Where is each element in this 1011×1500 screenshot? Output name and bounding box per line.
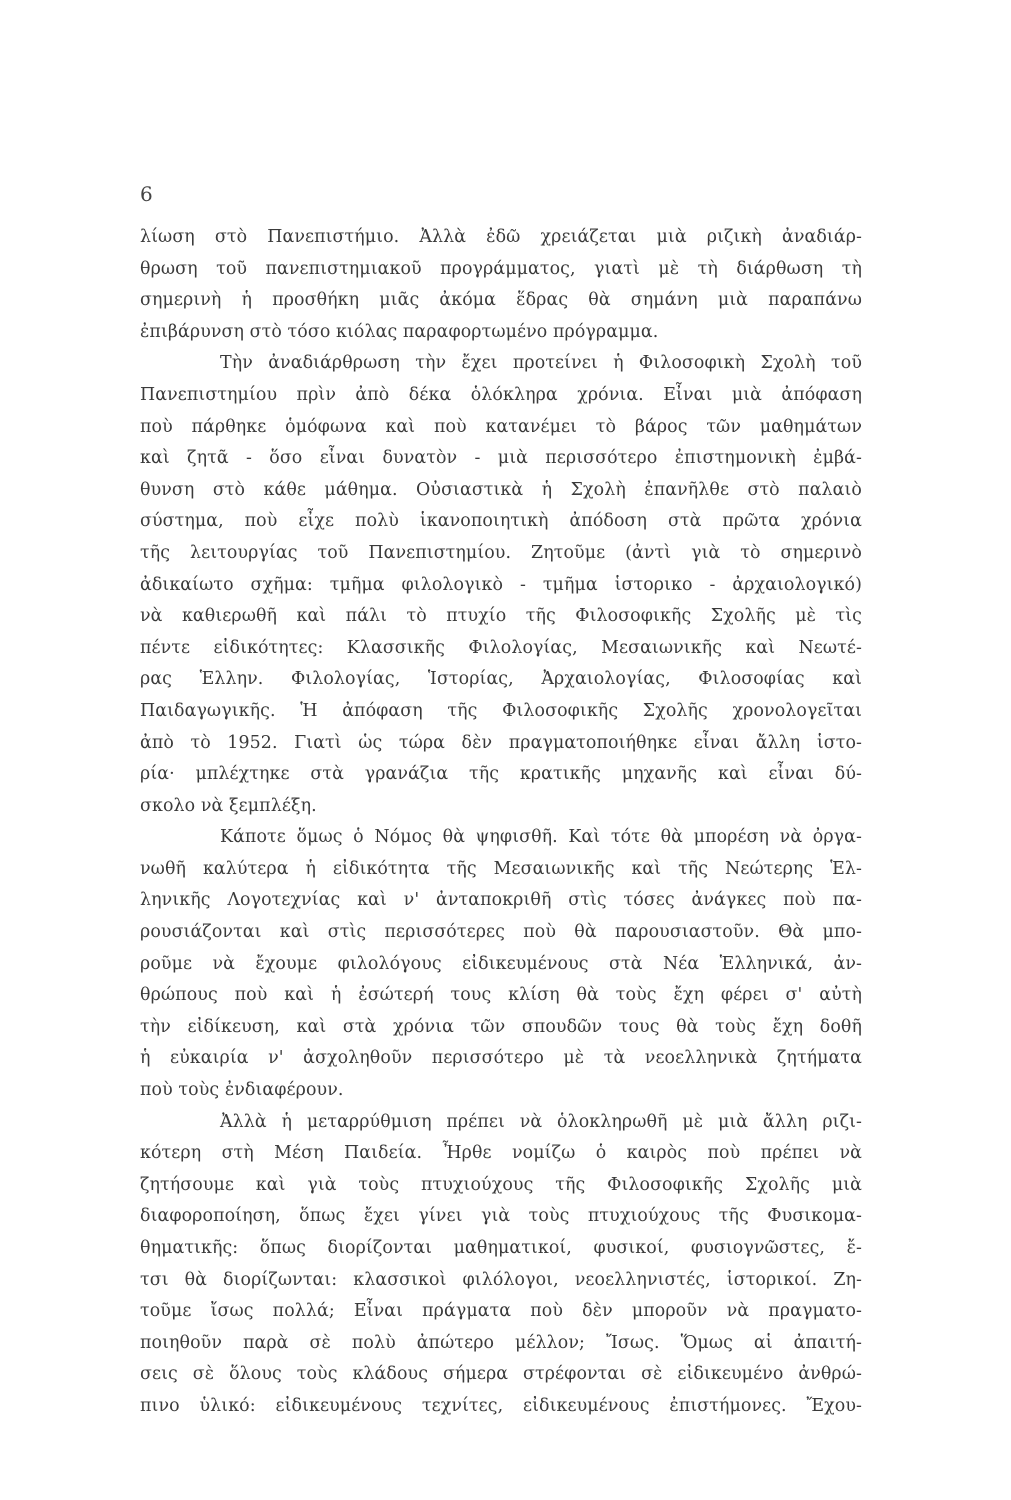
text-line: διαφοροποίηση, ὅπως ἔχει γίνει γιὰ τοὺς πτυχιούχους τῆς Φυσικομα-	[140, 1206, 862, 1227]
text-line: ἀδικαίωτο σχῆμα: τμῆμα φιλολογικὸ - τμῆμα ἱστορικο - ἀρχαιολογικό)	[140, 574, 862, 595]
text-line: ρία· μπλέχτηκε στὰ γρανάζια τῆς κρατικῆς μηχανῆς καὶ εἶναι δύ-	[140, 764, 862, 785]
text-line: σύστημα, ποὺ εἶχε πολὺ ἱκανοποιητικὴ ἀπόδοση στὰ πρῶτα χρόνια	[140, 511, 862, 532]
text-line: ρας Ἑλλην. Φιλολογίας, Ἱστορίας, Ἀρχαιολογίας, Φιλοσοφίας καὶ	[140, 669, 862, 690]
text-line: θηματικῆς: ὅπως διορίζονται μαθηματικοί, φυσικοί, φυσιογνῶστες, ἔ-	[140, 1238, 862, 1258]
text-line: νὰ καθιερωθῆ καὶ πάλι τὸ πτυχίο τῆς Φιλοσοφικῆς Σχολῆς μὲ τὶς	[140, 606, 862, 627]
text-line: νωθῆ καλύτερα ἡ εἰδικότητα τῆς Μεσαιωνικῆς καὶ τῆς Νεώτερης Ἑλ-	[140, 858, 862, 879]
text-line-paragraph-start: Κάποτε ὅμως ὁ Νόμος θὰ ψηφισθῆ. Καὶ τότε θὰ μπορέση νὰ ὀργα-	[220, 827, 862, 848]
text-line: ρουσιάζονται καὶ στὶς περισσότερες ποὺ θὰ παρουσιαστοῦν. Θὰ μπο-	[140, 922, 862, 943]
text-line: τὴν εἰδίκευση, καὶ στὰ χρόνια τῶν σπουδῶν τους θὰ τοὺς ἔχη δοθῆ	[140, 1016, 862, 1037]
text-line-paragraph-start: Ἀλλὰ ἡ μεταρρύθμιση πρέπει νὰ ὁλοκληρωθῆ μὲ μιὰ ἄλλη ριζι-	[220, 1111, 862, 1132]
text-line: τσι θὰ διορίζωνται: κλασσικοὶ φιλόλογοι, νεοελληνιστές, ἱστορικοί. Ζη-	[140, 1269, 862, 1290]
text-line: ποιηθοῦν παρὰ σὲ πολὺ ἀπώτερο μέλλον; Ἴσως. Ὅμως αἱ ἀπαιτή-	[140, 1332, 862, 1353]
text-line: ποὺ τοὺς ἐνδιαφέρουν.	[140, 1080, 344, 1101]
text-line: καὶ ζητᾶ - ὅσο εἶναι δυνατὸν - μιὰ περισσότερο ἐπιστημονικὴ ἐμβά-	[140, 448, 862, 469]
text-line: θυνση στὸ κάθε μάθημα. Οὐσιαστικὰ ἡ Σχολὴ ἐπανῆλθε στὸ παλαιὸ	[140, 479, 862, 500]
text-line: Παιδαγωγικῆς. Ἡ ἀπόφαση τῆς Φιλοσοφικῆς Σχολῆς χρονολογεῖται	[140, 700, 862, 721]
text-line: λίωση στὸ Πανεπιστήμιο. Ἀλλὰ ἐδῶ χρειάζεται μιὰ ριζικὴ ἀναδιάρ-	[140, 227, 862, 247]
text-line: ἀπὸ τὸ 1952. Γιατὶ ὡς τώρα δὲν πραγματοποιήθηκε εἶναι ἄλλη ἱστο-	[140, 732, 862, 753]
text-line: ροῦμε νὰ ἔχουμε φιλολόγους εἰδικευμένους στὰ Νέα Ἑλληνικά, ἀν-	[140, 953, 862, 974]
text-line: τοῦμε ἴσως πολλά; Εἶναι πράγματα ποὺ δὲν μποροῦν νὰ πραγματο-	[140, 1301, 862, 1322]
text-line: θρώπους ποὺ καὶ ἡ ἐσώτερή τους κλίση θὰ τοὺς ἔχη φέρει σ' αὐτὴ	[140, 985, 862, 1006]
text-line: κότερη στὴ Μέση Παιδεία. Ἦρθε νομίζω ὁ καιρὸς ποὺ πρέπει νὰ	[140, 1143, 862, 1164]
text-line: πινο ὑλικό: εἰδικευμένους τεχνίτες, εἰδικευμένους ἐπιστήμονες. Ἔχου-	[140, 1395, 862, 1416]
text-line: σκολο νὰ ξεμπλέξη.	[140, 795, 317, 816]
body-text	[140, 222, 862, 1423]
text-line: ληνικῆς Λογοτεχνίας καὶ ν' ἀνταποκριθῆ στὶς τόσες ἀνάγκες ποὺ πα-	[140, 890, 862, 911]
text-line: σημερινὴ ἡ προσθήκη μιᾶς ἀκόμα ἕδρας θὰ σημάνη μιὰ παραπάνω	[140, 290, 862, 311]
text-line: σεις σὲ ὅλους τοὺς κλάδους σήμερα στρέφονται σὲ εἰδικευμένο ἀνθρώ-	[140, 1364, 862, 1385]
page-number: 6	[140, 182, 153, 206]
text-line: ἐπιβάρυνση στὸ τόσο κιόλας παραφορτωμένο πρόγραμμα.	[140, 321, 659, 342]
text-line: πέντε εἰδικότητες: Κλασσικῆς Φιλολογίας, Μεσαιωνικῆς καὶ Νεωτέ-	[140, 637, 862, 658]
text-line-paragraph-start: Τὴν ἀναδιάρθρωση τὴν ἔχει προτείνει ἡ Φιλοσοφικὴ Σχολὴ τοῦ	[220, 353, 862, 374]
text-line: ποὺ πάρθηκε ὁμόφωνα καὶ ποὺ κατανέμει τὸ βάρος τῶν μαθημάτων	[140, 416, 862, 437]
text-line: τῆς λειτουργίας τοῦ Πανεπιστημίου. Ζητοῦμε (ἀντὶ γιὰ τὸ σημερινὸ	[140, 542, 862, 563]
text-line: Πανεπιστημίου πρὶν ἀπὸ δέκα ὁλόκληρα χρόνια. Εἶναι μιὰ ἀπόφαση	[140, 384, 862, 405]
text-line: ζητήσουμε καὶ γιὰ τοὺς πτυχιούχους τῆς Φιλοσοφικῆς Σχολῆς μιὰ	[140, 1174, 862, 1195]
text-line: θρωση τοῦ πανεπιστημιακοῦ προγράμματος, γιατὶ μὲ τὴ διάρθωση τὴ	[140, 258, 862, 279]
text-line: ἡ εὐκαιρία ν' ἀσχοληθοῦν περισσότερο μὲ τὰ νεοελληνικὰ ζητήματα	[140, 1048, 862, 1069]
